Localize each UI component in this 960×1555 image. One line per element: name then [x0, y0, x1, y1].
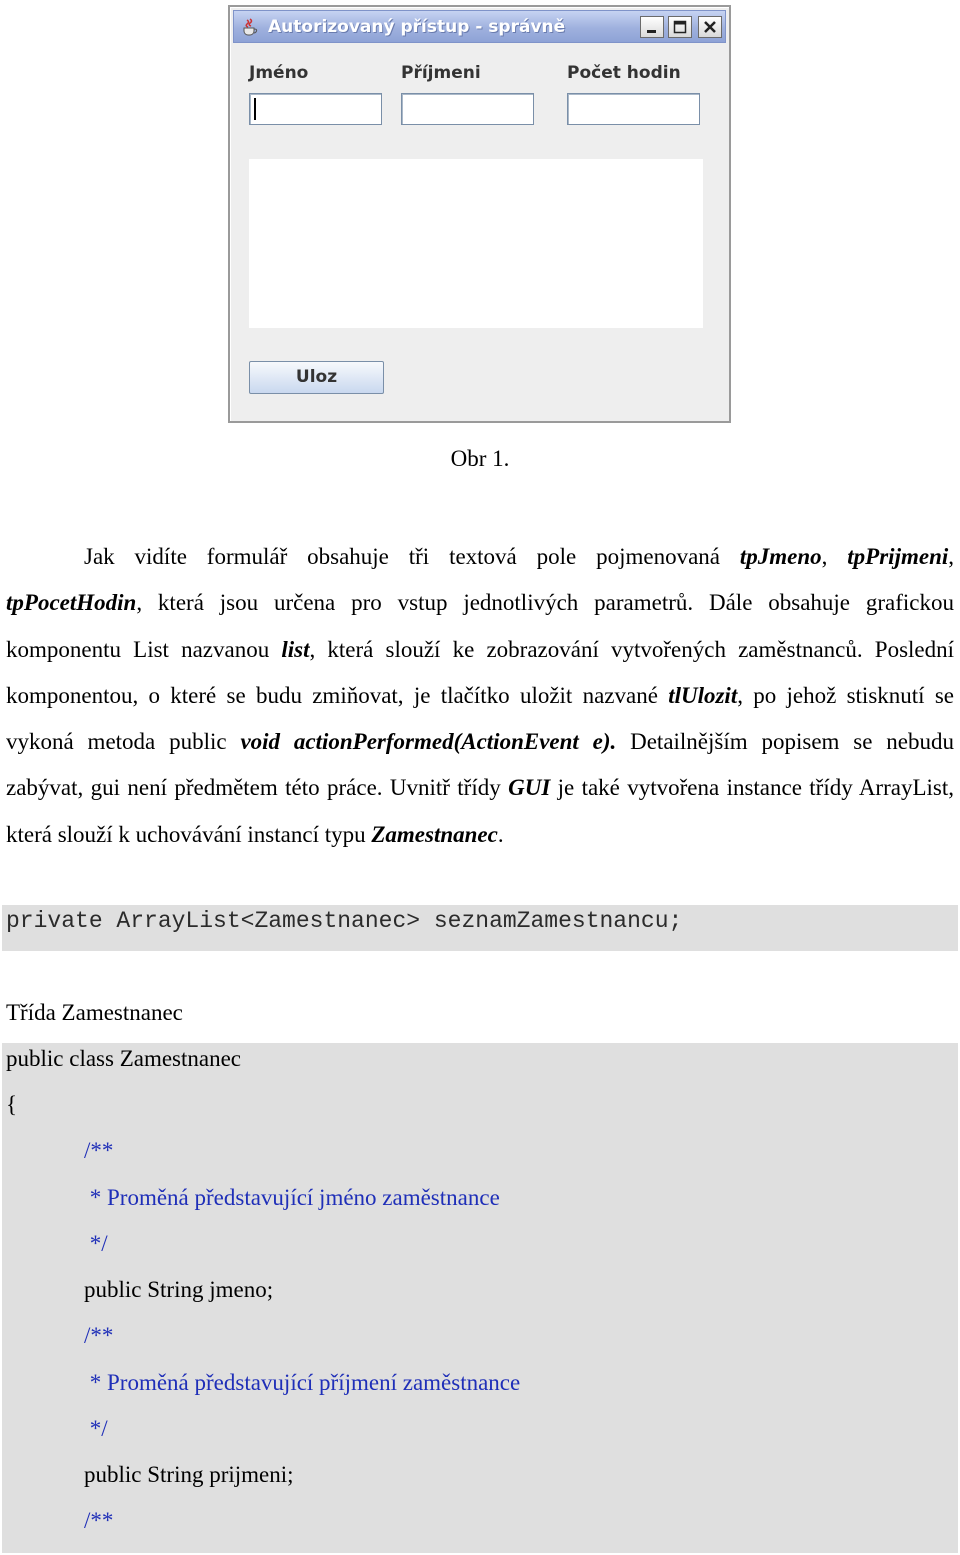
- figure-caption: Obr 1.: [450, 446, 510, 471]
- code-comment-line: /**: [84, 1323, 114, 1348]
- code-line: {: [6, 1092, 18, 1117]
- code-block-zamestnanec: [2, 1043, 958, 1553]
- window-title: Autorizovaný přístup - správně: [268, 17, 566, 37]
- field-label-pocet-hodin: Počet hodin: [567, 63, 681, 83]
- close-button[interactable]: [698, 16, 722, 38]
- app-window: [228, 5, 731, 423]
- code-line: public String jmeno;: [84, 1277, 274, 1302]
- java-cup-icon: [240, 17, 260, 37]
- jmeno-input[interactable]: [249, 93, 382, 125]
- code-comment-line: */: [84, 1231, 108, 1256]
- code-line-arraylist: private ArrayList<Zamestnanec> seznamZamestnancu;: [2, 905, 958, 951]
- save-button[interactable]: Uloz: [249, 361, 384, 394]
- text-caret: [254, 98, 256, 120]
- title-bar: [233, 10, 726, 43]
- code-line: public class Zamestnanec: [6, 1046, 242, 1071]
- minimize-button[interactable]: [640, 16, 664, 38]
- section-heading: Třída Zamestnanec: [6, 1000, 183, 1025]
- maximize-icon: [672, 19, 688, 35]
- field-label-prijmeni: Příjmeni: [401, 63, 481, 83]
- prijmeni-input[interactable]: [401, 93, 534, 125]
- code-comment-line: */: [84, 1416, 108, 1441]
- pocet-hodin-input[interactable]: [567, 93, 700, 125]
- code-comment-line: /**: [84, 1508, 114, 1533]
- employee-list[interactable]: [249, 159, 703, 328]
- field-label-jmeno: Jméno: [249, 63, 309, 83]
- code-comment-line: * Proměná představující příjmení zaměstnance: [84, 1370, 521, 1395]
- code-comment-line: /**: [84, 1138, 114, 1163]
- close-icon: [702, 19, 718, 35]
- maximize-button[interactable]: [668, 16, 692, 38]
- code-line: public String prijmeni;: [84, 1462, 294, 1487]
- code-comment-line: * Proměná představující jméno zaměstnance: [84, 1185, 500, 1210]
- minimize-icon: [644, 19, 660, 35]
- body-paragraph: Jak vidíte formulář obsahuje tři textová pole pojmenovaná tpJmeno, tpPrijmeni, tpPocetHodin, která jsou určena pro vstup jednotlivých parametrů. Dále obsahuje grafickou komponentu List nazvanou list, která slouží ke zobrazování vytvořených zaměstnanců. Poslední komponentou, o které se budu zmiňovat, je tlačítko uložit nazvané tlUlozit, po jehož stisknutí se vykoná metoda public void actionPerformed(ActionEvent e). Detailnějším popisem se nebudu zabývat, gui není předmětem této práce. Uvnitř třídy GUI je také vytvořena instance třídy ArrayList, která slouží k uchovávání instancí typu Zamestnanec.: [6, 544, 955, 847]
